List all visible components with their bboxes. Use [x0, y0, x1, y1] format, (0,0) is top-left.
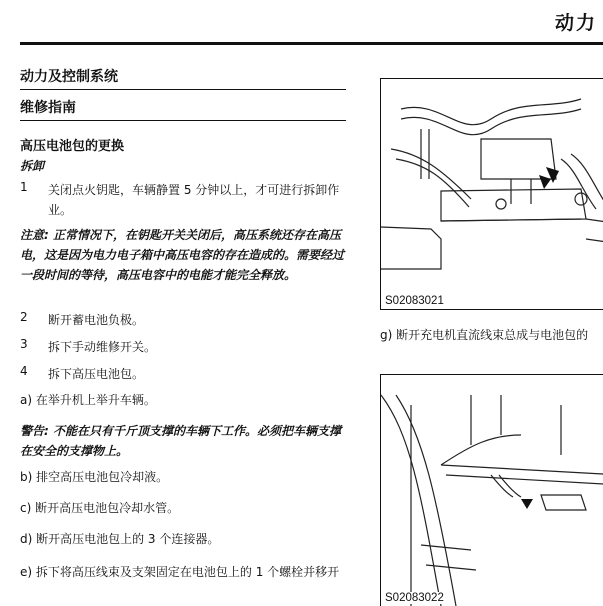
substep-a: a) 在举升机上举升车辆。: [20, 393, 156, 407]
substep-d: d) 断开高压电池包上的 3 个连接器。: [20, 532, 220, 546]
topic-title: 高压电池包的更换: [20, 139, 125, 154]
substep-e: e) 拆下将高压线束及支架固定在电池包上的 1 个螺栓并移开: [20, 565, 340, 579]
step-4-number: 4: [20, 364, 28, 378]
step-2-number: 2: [20, 310, 28, 324]
figure-1-drawing: [381, 79, 603, 309]
header-rule: [20, 42, 603, 45]
figure-1-caption: g) 断开充电机直流线束总成与电池包的: [380, 328, 589, 342]
section-title-guide: 维修指南: [20, 97, 346, 121]
figure-2-drawing: [381, 375, 603, 606]
step-4-text: 拆下高压电池包。: [48, 367, 145, 381]
section-title-system: 动力及控制系统: [20, 66, 346, 90]
figure-2-label: S02083022: [385, 592, 444, 604]
substep-c: c) 断开高压电池包冷却水管。: [20, 501, 180, 515]
figure-2: [380, 374, 603, 606]
step-1-text: 关闭点火钥匙，车辆静置 5 分钟以上，才可进行拆卸作业。: [48, 183, 340, 217]
substep-b: b) 排空高压电池包冷却液。: [20, 470, 169, 484]
caution-note: 注意: 正常情况下，在钥匙开关关闭后，高压系统还存在高压电，这是因为电力电子箱中高压电容的存在造成的。需要经过一段时间的等待，高压电容中的电能才能完全释放。: [20, 228, 345, 282]
figure-1: [380, 78, 603, 310]
step-1-number: 1: [20, 180, 28, 194]
step-2-text: 断开蓄电池负极。: [48, 313, 145, 327]
figure-1-label: S02083021: [385, 295, 444, 307]
removal-heading: 拆卸: [20, 159, 45, 173]
page-header-title: 动力: [554, 12, 597, 34]
step-3-text: 拆下手动维修开关。: [48, 340, 157, 354]
step-3-number: 3: [20, 337, 28, 351]
warning-note: 警告: 不能在只有千斤顶支撑的车辆下工作。必须把车辆支撑在安全的支撑物上。: [20, 424, 341, 458]
